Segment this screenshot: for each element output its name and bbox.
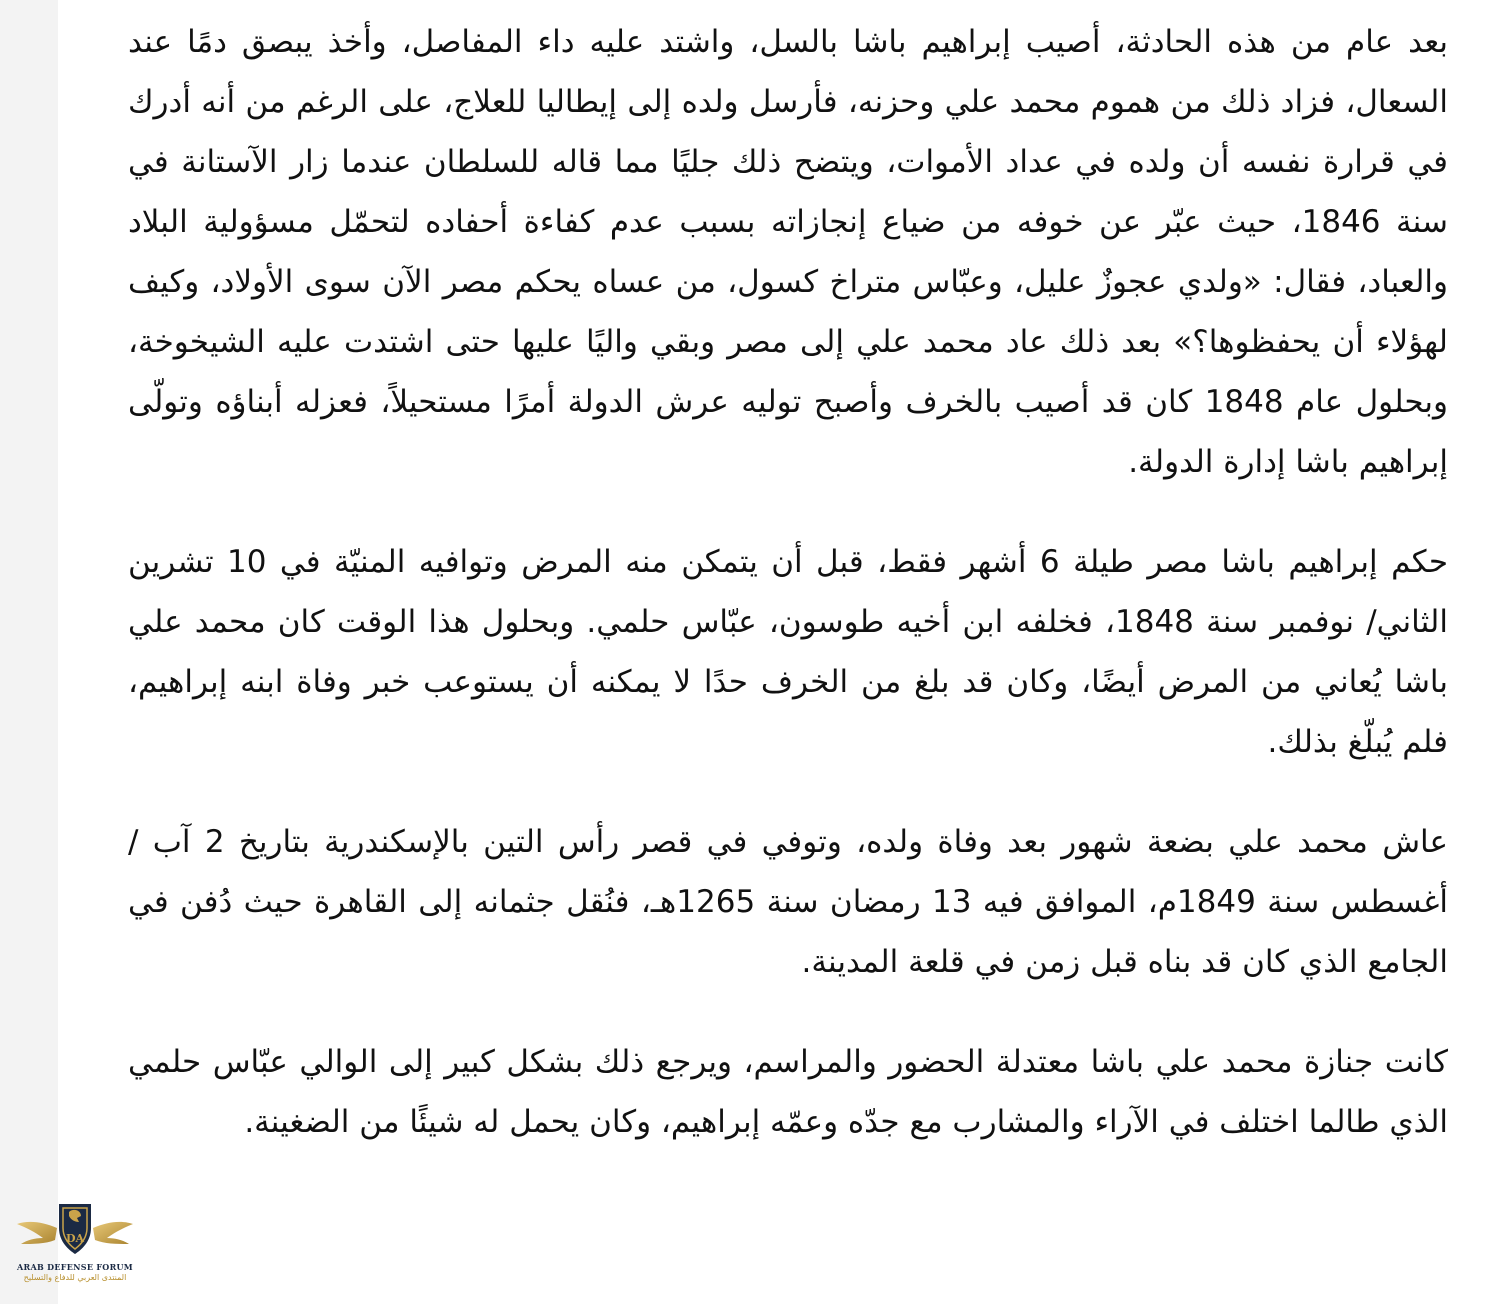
forum-watermark-logo [8,1198,142,1302]
forum-name-english: ARAB DEFENSE FORUM [17,1262,133,1272]
paragraph-3: عاش محمد علي بضعة شهور بعد وفاة ولده، وتوفي في قصر رأس التين بالإسكندرية بتاريخ 2 آب / أغسطس سنة 1849م، الموافق فيه 13 رمضان سنة 1265هـ، فنُقل جثمانه إلى القاهرة حيث دُفن في الجامع الذي كان قد بناه قبل زمن في قلعة المدينة. [128,824,1448,980]
forum-name-arabic: المنتدى العربي للدفاع والتسليح [23,1273,127,1282]
monogram-text: DA [65,1232,85,1245]
eagle-shield-icon [13,1198,137,1260]
paragraph-2: حكم إبراهيم باشا مصر طيلة 6 أشهر فقط، قبل أن يتمكن منه المرض وتوافيه المنيّة في 10 تشرين الثاني/ نوفمبر سنة 1848، فخلفه ابن أخيه طوسون، عبّاس حلمي. وبحلول هذا الوقت كان محمد علي باشا يُعاني من المرض أيضًا، وكان قد بلغ من الخرف حدًا لا يمكنه أن يستوعب خبر وفاة ابنه إبراهيم، فلم يُبلّغ بذلك. [128,544,1448,760]
paragraph-1: بعد عام من هذه الحادثة، أصيب إبراهيم باشا بالسل، واشتد عليه داء المفاصل، وأخذ يبصق دمًا عند السعال، فزاد ذلك من هموم محمد علي وحزنه، فأرسل ولده إلى إيطاليا للعلاج، على الرغم من أنه أدرك في قرارة نفسه أن ولده في عداد الأموات، ويتضح ذلك جليًا مما قاله للسلطان عندما زار الآستانة في سنة 1846، حيث عبّر عن خوفه من ضياع إنجازاته بسبب عدم كفاءة أحفاده لتحمّل مسؤولية البلاد والعباد، فقال: «ولدي عجوزٌ عليل، وعبّاس متراخ كسول، من عساه يحكم مصر الآن سوى الأولاد، وكيف لهؤلاء أن يحفظوها؟» بعد ذلك عاد محمد علي إلى مصر وبقي واليًا عليها حتى اشتدت عليه الشيخوخة، وبحلول عام 1848 كان قد أصيب بالخرف وأصبح توليه عرش الدولة أمرًا مستحيلاً، فعزله أبناؤه وتولّى إبراهيم باشا إدارة الدولة. [128,24,1449,480]
article-body [128,12,1448,1152]
paragraph-4: كانت جنازة محمد علي باشا معتدلة الحضور والمراسم، ويرجع ذلك بشكل كبير إلى الوالي عبّاس حلمي الذي طالما اختلف في الآراء والمشارب مع جدّه وعمّه إبراهيم، وكان يحمل له شيئًا من الضغينة. [128,1044,1448,1140]
